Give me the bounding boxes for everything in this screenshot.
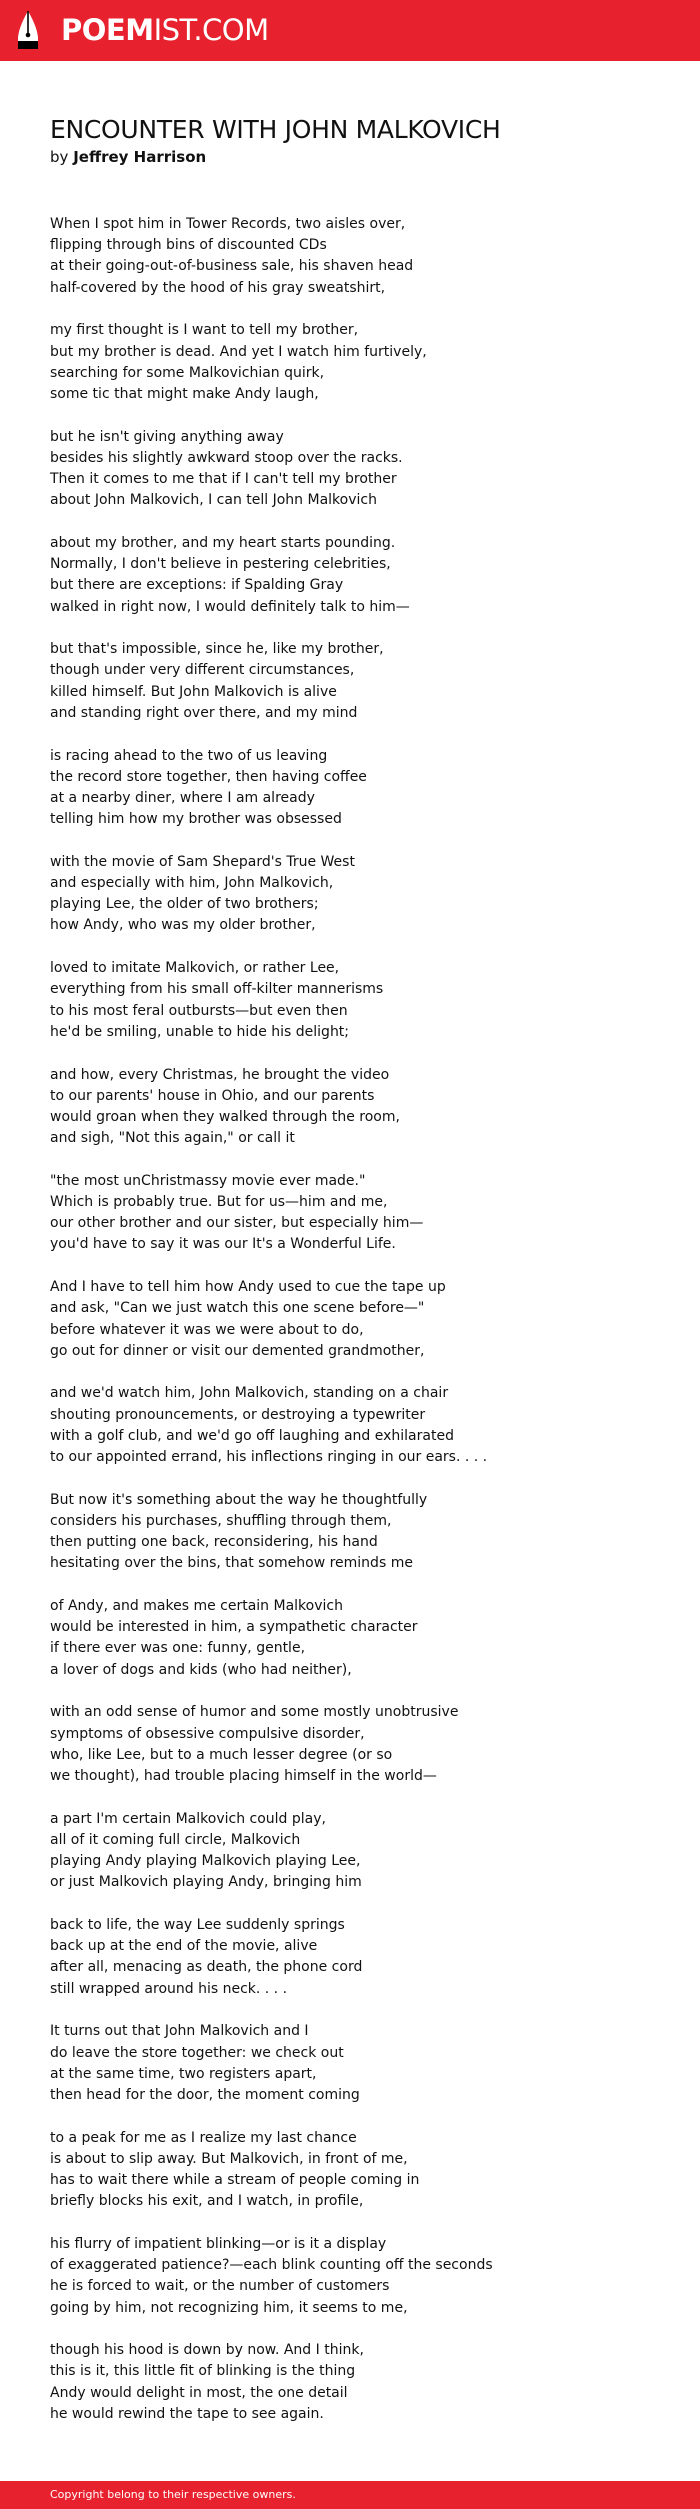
poem-line: still wrapped around his neck. . . . <box>50 1980 288 1997</box>
poem-line: besides his slightly awkward stoop over the racks. <box>50 449 403 466</box>
poem-line: at their going-out-of-business sale, his shaven head <box>50 258 414 275</box>
poem-line: symptoms of obsessive compulsive disorder, <box>50 1725 365 1742</box>
poem-line: go out for dinner or visit our demented grandmother, <box>50 1342 425 1359</box>
stanza <box>50 1065 670 1150</box>
poem-line: then head for the door, the moment coming <box>50 2086 360 2103</box>
poem-line: we thought), had trouble placing himself in the world— <box>50 1767 437 1784</box>
poem-line: Which is probably true. But for us—him and me, <box>50 1194 388 1211</box>
poem-line: of exaggerated patience?—each blink counting off the seconds <box>50 2257 493 2274</box>
poem-line: he is forced to wait, or the number of customers <box>50 2278 390 2295</box>
poem-line: if there ever was one: funny, gentle, <box>50 1640 306 1657</box>
poem-line: but my brother is dead. And yet I watch him furtively, <box>50 343 427 360</box>
poem-line: after all, menacing as death, the phone cord <box>50 1959 363 1976</box>
poem-line: searching for some Malkovichian quirk, <box>50 364 325 381</box>
poem-line: loved to imitate Malkovich, or rather Lee, <box>50 960 340 977</box>
poem-line: When I spot him in Tower Records, two aisles over, <box>50 216 406 232</box>
by-label: by <box>50 148 69 166</box>
stanza <box>50 533 670 618</box>
poem-line: then putting one back, reconsidering, his hand <box>50 1534 378 1551</box>
logo-thin-text: IST.COM <box>153 13 269 47</box>
byline <box>50 147 670 167</box>
poem-line: all of it coming full circle, Malkovich <box>50 1831 301 1848</box>
stanza <box>50 2340 670 2425</box>
stanza <box>50 2021 670 2106</box>
poem-line: a lover of dogs and kids (who had neither), <box>50 1661 352 1678</box>
poem-line: flipping through bins of discounted CDs <box>50 237 327 254</box>
stanza <box>50 1596 670 1681</box>
stanza <box>50 2128 670 2213</box>
poem-line: And I have to tell him how Andy used to cue the tape up <box>50 1279 446 1296</box>
poem-line: "the most unChristmassy movie ever made." <box>50 1172 366 1189</box>
poem-line: his flurry of impatient blinking—or is it a display <box>50 2235 387 2252</box>
poem-line: who, like Lee, but to a much lesser degree (or so <box>50 1746 393 1763</box>
poem-line: and especially with him, John Malkovich, <box>50 875 334 892</box>
stanza <box>50 1915 670 2000</box>
poem-line: going by him, not recognizing him, it seems to me, <box>50 2299 408 2316</box>
poem-line: half-covered by the hood of his gray sweatshirt, <box>50 279 386 296</box>
poem-line: and ask, "Can we just watch this one scene before—" <box>50 1300 425 1317</box>
poem-line: to his most feral outbursts—but even then <box>50 1002 348 1019</box>
poem-line: at the same time, two registers apart, <box>50 2065 317 2082</box>
stanza <box>50 1809 670 1894</box>
poem-line: playing Lee, the older of two brothers; <box>50 896 319 913</box>
poem-line: at a nearby diner, where I am already <box>50 789 315 806</box>
top-bar <box>0 0 700 61</box>
poem-line: of Andy, and makes me certain Malkovich <box>50 1598 343 1615</box>
poem-line: would be interested in him, a sympathetic character <box>50 1619 418 1636</box>
poem-line: has to wait there while a stream of people coming in <box>50 2172 420 2189</box>
poem-line: Then it comes to me that if I can't tell my brother <box>50 471 397 488</box>
poem-line: though his hood is down by now. And I think, <box>50 2342 364 2359</box>
poem-line: would groan when they walked through the room, <box>50 1108 400 1125</box>
poem-title: ENCOUNTER WITH JOHN MALKOVICH <box>50 115 501 144</box>
poem-line: you'd have to say it was our It's a Wonderful Life. <box>50 1236 396 1253</box>
stanza <box>50 1277 670 1362</box>
poem-line: about John Malkovich, I can tell John Malkovich <box>50 492 377 509</box>
poem-line: he would rewind the tape to see again. <box>50 2405 324 2422</box>
poem-line: with a golf club, and we'd go off laughing and exhilarated <box>50 1427 454 1444</box>
stanza <box>50 852 670 937</box>
poem-line: and we'd watch him, John Malkovich, standing on a chair <box>50 1385 449 1402</box>
stanza <box>50 958 670 1043</box>
poem-line: But now it's something about the way he thoughtfully <box>50 1491 428 1508</box>
stanza <box>50 427 670 512</box>
stanza <box>50 214 670 299</box>
poem-container <box>50 115 670 2447</box>
poem-line: back up at the end of the movie, alive <box>50 1938 318 1955</box>
poem-line: though under very different circumstances, <box>50 662 355 679</box>
poem-line: this is it, this little fit of blinking is the thing <box>50 2363 356 2380</box>
pen-nib-icon <box>17 10 39 50</box>
poem-line: with the movie of Sam Shepard's True West <box>50 853 355 870</box>
poem-line: is racing ahead to the two of us leaving <box>50 747 328 764</box>
poem-line: everything from his small off-kilter mannerisms <box>50 981 384 998</box>
poem-line: It turns out that John Malkovich and I <box>50 2023 309 2040</box>
poem-line: or just Malkovich playing Andy, bringing him <box>50 1874 362 1891</box>
poem-line: before whatever it was we were about to do, <box>50 1321 364 1338</box>
stanza <box>50 1171 670 1256</box>
logo-bold-text: POEM <box>61 13 154 47</box>
poem-line: hesitating over the bins, that somehow reminds me <box>50 1555 413 1572</box>
stanza <box>50 2234 670 2319</box>
poem-line: our other brother and our sister, but especially him— <box>50 1215 424 1232</box>
poem-line: to our parents' house in Ohio, and our parents <box>50 1087 375 1104</box>
poem-line: some tic that might make Andy laugh, <box>50 385 319 402</box>
poem-line: do leave the store together: we check out <box>50 2044 344 2061</box>
poem-line: but he isn't giving anything away <box>50 428 284 445</box>
stanza <box>50 1702 670 1787</box>
poem-line: walked in right now, I would definitely talk to him— <box>50 598 410 615</box>
stanza <box>50 639 670 724</box>
poem-line: my first thought is I want to tell my brother, <box>50 322 359 339</box>
poem-line: shouting pronouncements, or destroying a typewriter <box>50 1406 426 1423</box>
poem-line: and sigh, "Not this again," or call it <box>50 1130 295 1147</box>
footer-bar <box>0 2481 700 2509</box>
poem-line: he'd be smiling, unable to hide his delight; <box>50 1023 350 1040</box>
poem-line: but there are exceptions: if Spalding Gray <box>50 577 344 594</box>
poem-line: briefly blocks his exit, and I watch, in profile, <box>50 2193 364 2210</box>
stanza <box>50 1490 670 1575</box>
poem-line: and standing right over there, and my mind <box>50 704 358 721</box>
poem-line: a part I'm certain Malkovich could play, <box>50 1810 326 1827</box>
poem-line: with an odd sense of humor and some mostly unobtrusive <box>50 1704 459 1721</box>
poem-line: Andy would delight in most, the one detail <box>50 2384 348 2401</box>
logo-wordmark <box>61 13 269 47</box>
stanza <box>50 320 670 405</box>
poem-line: Normally, I don't believe in pestering celebrities, <box>50 556 391 573</box>
copyright-text: Copyright belong to their respective owners. <box>50 2488 296 2501</box>
poem-line: and how, every Christmas, he brought the video <box>50 1066 390 1083</box>
poem-line: back to life, the way Lee suddenly springs <box>50 1917 345 1933</box>
poem-line: to our appointed errand, his inflections ringing in our ears. . . . <box>50 1449 488 1466</box>
poem-line: is about to slip away. But Malkovich, in front of me, <box>50 2150 408 2167</box>
stanza <box>50 1383 670 1468</box>
poem-body <box>50 214 670 2425</box>
poem-line: how Andy, who was my older brother, <box>50 917 316 934</box>
poem-line: the record store together, then having coffee <box>50 768 367 785</box>
poem-line: playing Andy playing Malkovich playing Lee, <box>50 1853 361 1870</box>
poem-line: to a peak for me as I realize my last chance <box>50 2129 357 2146</box>
poem-line: considers his purchases, shuffling through them, <box>50 1512 392 1529</box>
stanza <box>50 746 670 831</box>
poem-line: telling him how my brother was obsessed <box>50 811 342 828</box>
poem-line: but that's impossible, since he, like my brother, <box>50 641 384 658</box>
poem-line: about my brother, and my heart starts pounding. <box>50 534 396 551</box>
author-name: Jeffrey Harrison <box>73 148 207 166</box>
poem-line: killed himself. But John Malkovich is alive <box>50 683 337 700</box>
